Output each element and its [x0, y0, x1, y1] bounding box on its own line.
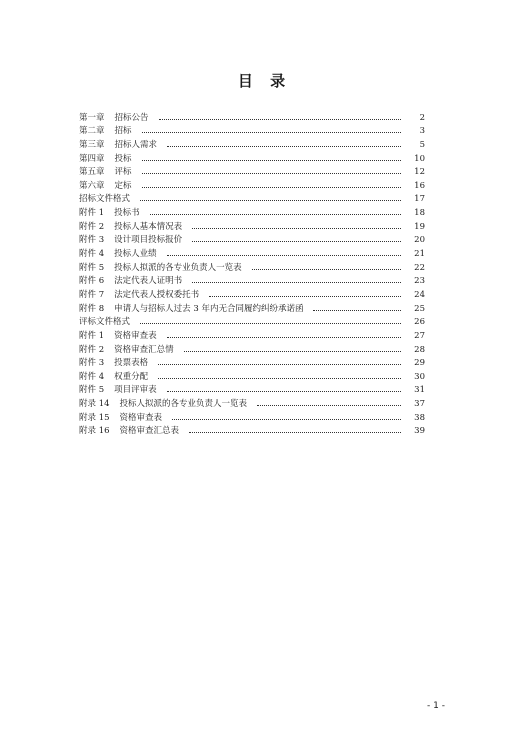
toc-leader-dots — [172, 418, 401, 420]
toc-entry[interactable] — [79, 327, 425, 341]
toc-entry-page: 17 — [414, 194, 425, 205]
toc-entry-label — [79, 426, 179, 436]
toc-entry-page: 39 — [414, 426, 425, 437]
toc-entry-number: 附件 8 — [79, 303, 105, 314]
toc-leader-dots — [140, 322, 401, 324]
toc-entry-page: 38 — [414, 412, 425, 423]
toc-entry-label — [79, 126, 132, 136]
toc-entry-page: 5 — [419, 139, 425, 150]
toc-entry-number: 附录 15 — [79, 412, 110, 423]
toc-entry-page: 27 — [414, 330, 425, 341]
toc-entry-label — [79, 113, 149, 123]
toc-entry-number: 附件 2 — [79, 221, 105, 232]
toc-leader-dots — [167, 145, 401, 147]
table-of-contents — [79, 109, 425, 436]
toc-entry[interactable] — [79, 286, 425, 300]
toc-entry-page: 26 — [414, 317, 425, 328]
toc-entry[interactable] — [79, 150, 425, 164]
toc-entry-text: 设计项目投标报价 — [114, 235, 183, 246]
toc-entry-text: 申请人与招标人过去 3 年内无合同履约纠纷承诺函 — [114, 303, 304, 314]
toc-leader-dots — [142, 172, 401, 174]
toc-entry-page: 28 — [414, 344, 425, 355]
toc-entry[interactable] — [79, 232, 425, 246]
toc-entry-number: 第一章 — [79, 112, 105, 123]
toc-entry-number: 附件 1 — [79, 208, 105, 219]
toc-entry-text: 法定代表人授权委托书 — [114, 289, 200, 300]
toc-entry-label — [79, 194, 130, 204]
toc-entry-text: 投标人拟派的各专业负责人一览表 — [119, 399, 248, 410]
toc-entry[interactable] — [79, 300, 425, 314]
toc-entry-text: 招标文件格式 — [79, 194, 131, 205]
toc-entry-label — [79, 276, 182, 286]
toc-entry-page: 3 — [419, 126, 425, 137]
toc-entry-text: 资格审查表 — [114, 330, 157, 341]
toc-entry-page: 19 — [414, 221, 425, 232]
toc-entry[interactable] — [79, 382, 425, 396]
toc-entry-page: 23 — [414, 276, 425, 287]
toc-entry[interactable] — [79, 136, 425, 150]
toc-entry-number: 附录 14 — [79, 399, 110, 410]
toc-entry-text: 投标 — [114, 153, 132, 164]
toc-leader-dots — [150, 213, 401, 215]
toc-entry-page: 37 — [414, 399, 425, 410]
toc-leader-dots — [192, 227, 401, 229]
toc-entry-label — [79, 304, 303, 314]
toc-entry[interactable] — [79, 273, 425, 287]
toc-entry-page: 30 — [414, 371, 425, 382]
toc-entry-label — [79, 413, 162, 423]
toc-entry-number: 附件 3 — [79, 358, 105, 369]
toc-leader-dots — [252, 268, 401, 270]
toc-entry-page: 22 — [414, 262, 425, 273]
toc-entry-label — [79, 317, 130, 327]
toc-entry-text: 资格审查汇总表 — [119, 426, 180, 437]
toc-entry-page: 29 — [414, 358, 425, 369]
toc-entry-page: 12 — [414, 167, 425, 178]
toc-entry-text: 评标 — [114, 167, 132, 178]
toc-leader-dots — [142, 159, 401, 161]
toc-entry-text: 招标公告 — [114, 112, 149, 123]
toc-entry-label — [79, 154, 132, 164]
page-title: 目 录 — [237, 72, 292, 90]
toc-entry[interactable] — [79, 191, 425, 205]
toc-entry-number: 附件 5 — [79, 385, 105, 396]
toc-entry-text: 投标人业绩 — [114, 249, 157, 260]
page-number: - 1 - — [427, 701, 445, 711]
toc-entry-number: 附件 7 — [79, 289, 105, 300]
toc-entry-page: 21 — [414, 249, 425, 260]
toc-entry-number: 附件 6 — [79, 276, 105, 287]
toc-entry-text: 招标人需求 — [114, 139, 158, 150]
toc-entry-number: 第三章 — [79, 139, 105, 150]
toc-entry-page: 10 — [414, 153, 425, 164]
toc-entry-label — [79, 249, 157, 259]
toc-leader-dots — [158, 363, 401, 365]
toc-entry-label — [79, 208, 140, 218]
toc-entry-page: 16 — [414, 180, 425, 191]
toc-entry[interactable] — [79, 259, 425, 273]
toc-entry-page: 20 — [414, 235, 425, 246]
toc-entry-text: 投标人基本情况表 — [114, 221, 183, 232]
toc-entry-number: 附录 16 — [79, 426, 110, 437]
toc-entry-label — [79, 290, 199, 300]
toc-entry-label — [79, 345, 174, 355]
toc-leader-dots — [142, 186, 401, 188]
toc-entry-text: 资格审查表 — [119, 412, 163, 423]
toc-entry-page: 31 — [414, 385, 425, 396]
toc-entry-text: 投标人拟派的各专业负责人一览表 — [114, 262, 242, 273]
toc-entry-label — [79, 167, 132, 177]
toc-leader-dots — [159, 118, 401, 120]
toc-entry[interactable] — [79, 395, 425, 409]
toc-entry-label — [79, 235, 182, 245]
toc-entry[interactable] — [79, 368, 425, 382]
toc-leader-dots — [142, 131, 401, 133]
toc-entry-text: 招标 — [114, 126, 132, 137]
toc-leader-dots — [167, 390, 401, 392]
toc-entry[interactable] — [79, 177, 425, 191]
toc-entry-text: 投票表格 — [114, 358, 149, 369]
toc-entry-label — [79, 385, 157, 395]
toc-entry-label — [79, 263, 242, 273]
toc-leader-dots — [140, 199, 401, 201]
toc-entry-label — [79, 140, 157, 150]
toc-entry-text: 权重分配 — [114, 371, 149, 382]
toc-entry-label — [79, 399, 247, 409]
toc-leader-dots — [158, 377, 401, 379]
toc-leader-dots — [167, 336, 401, 338]
toc-entry[interactable] — [79, 164, 425, 178]
toc-entry-number: 第五章 — [79, 167, 105, 178]
toc-entry-number: 第四章 — [79, 153, 105, 164]
toc-entry-number: 附件 1 — [79, 330, 105, 341]
toc-leader-dots — [184, 350, 401, 352]
toc-entry-label — [79, 331, 157, 341]
toc-entry[interactable] — [79, 109, 425, 123]
toc-entry-label — [79, 358, 148, 368]
toc-entry[interactable] — [79, 341, 425, 355]
toc-entry-text: 评标文件格式 — [79, 317, 131, 328]
toc-entry-page: 18 — [414, 208, 425, 219]
toc-leader-dots — [257, 404, 401, 406]
toc-entry[interactable] — [79, 245, 425, 259]
toc-leader-dots — [189, 431, 401, 433]
toc-entry-number: 第二章 — [79, 126, 105, 137]
toc-entry[interactable] — [79, 204, 425, 218]
toc-entry-number: 附件 2 — [79, 344, 105, 355]
toc-entry-text: 定标 — [114, 180, 132, 191]
toc-entry[interactable] — [79, 409, 425, 423]
toc-entry-text: 法定代表人证明书 — [114, 276, 183, 287]
toc-entry-label — [79, 222, 182, 232]
toc-entry[interactable] — [79, 355, 425, 369]
toc-entry[interactable] — [79, 123, 425, 137]
toc-entry-label — [79, 181, 132, 191]
toc-entry-number: 附件 5 — [79, 262, 105, 273]
toc-entry-page: 2 — [419, 112, 425, 123]
toc-entry-text: 资格审查汇总情 — [114, 344, 174, 355]
toc-entry-number: 附件 4 — [79, 371, 105, 382]
toc-entry-page: 24 — [414, 289, 425, 300]
toc-entry-number: 附件 3 — [79, 235, 105, 246]
toc-entry-label — [79, 372, 148, 382]
toc-entry-text: 项目评审表 — [114, 385, 157, 396]
toc-leader-dots — [192, 281, 401, 283]
toc-entry[interactable] — [79, 423, 425, 437]
toc-leader-dots — [167, 254, 401, 256]
toc-entry-number: 附件 4 — [79, 249, 105, 260]
toc-entry-page: 25 — [414, 303, 425, 314]
toc-entry[interactable] — [79, 314, 425, 328]
toc-leader-dots — [313, 309, 401, 311]
toc-entry-text: 投标书 — [114, 208, 140, 219]
toc-entry-number: 第六章 — [79, 180, 105, 191]
toc-leader-dots — [209, 295, 401, 297]
toc-leader-dots — [192, 240, 401, 242]
toc-entry[interactable] — [79, 218, 425, 232]
